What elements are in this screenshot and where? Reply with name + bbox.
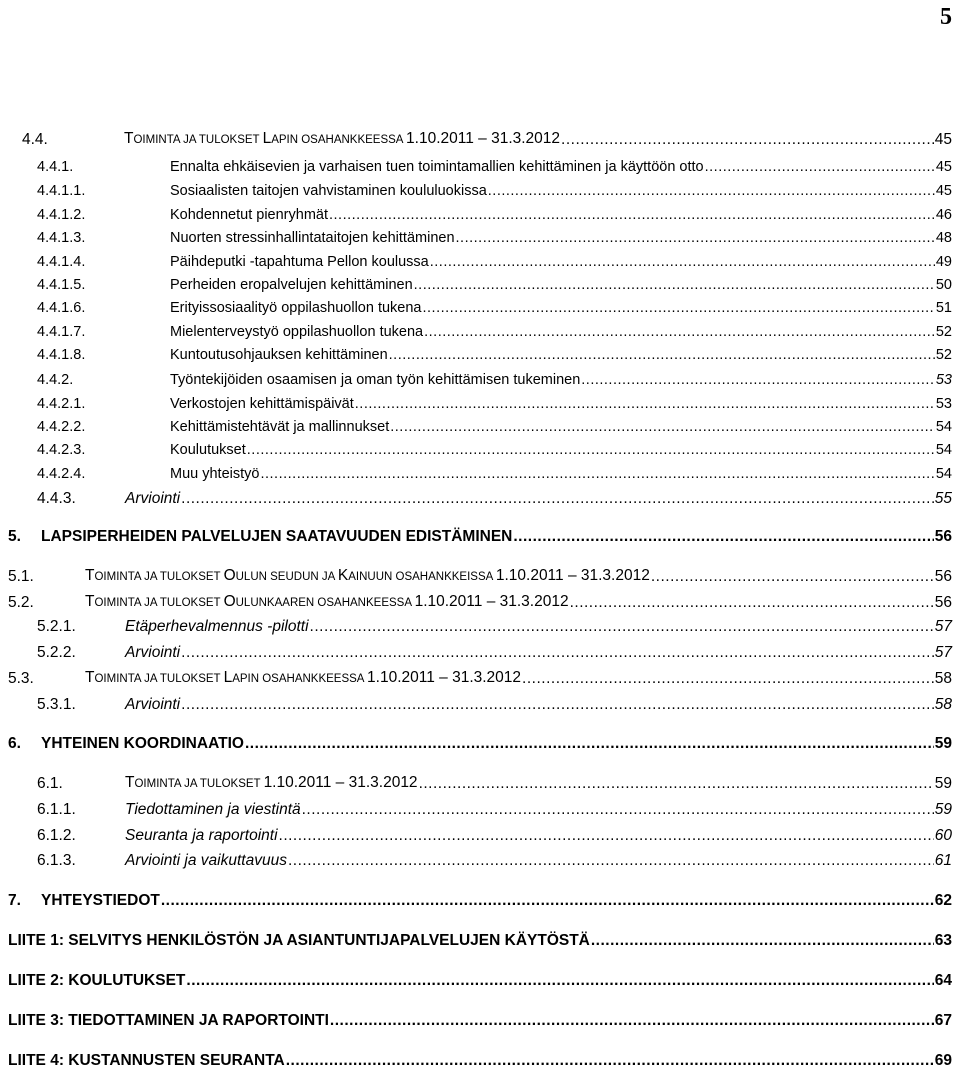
- toc-dot-leader: [329, 206, 935, 224]
- toc-entry-page: 64: [934, 972, 952, 989]
- toc-entry-title-part: OIMINTA JA TULOKSET: [134, 778, 264, 790]
- toc-dot-leader: [279, 827, 934, 845]
- toc-entry-title: LIITE 2: KOULUTUKSET: [8, 972, 186, 989]
- toc-entry-number: 4.4.2.4.: [37, 466, 86, 482]
- toc-entry-title: [85, 567, 650, 586]
- toc-dot-leader: [651, 568, 934, 586]
- toc-entry-page: 63: [934, 932, 952, 949]
- toc-dot-leader: [390, 418, 935, 436]
- toc-entry-title-part: L: [223, 669, 233, 686]
- toc-dot-leader: [288, 852, 934, 870]
- toc-entry-number: 4.4.3.: [37, 490, 76, 507]
- toc-dot-leader: [422, 299, 934, 317]
- toc-entry-title-part: 1.10.2011 – 31.3.2012: [406, 130, 561, 147]
- toc-entry[interactable]: [0, 928, 960, 950]
- toc-entry-page: 59: [934, 735, 952, 752]
- page-number: 5: [940, 4, 952, 30]
- toc-entry-title-part: 1.10.2011 – 31.3.2012: [367, 669, 522, 686]
- toc-entry-number: 5.2.1.: [37, 618, 76, 635]
- toc-dot-leader: [456, 229, 935, 247]
- toc-entry-page: 53: [935, 372, 952, 388]
- toc-entry-title-part: OIMINTA JA TULOKSET: [94, 597, 224, 609]
- toc-entry-title: Tiedottaminen ja viestintä: [125, 801, 301, 818]
- toc-dot-leader: [430, 253, 935, 271]
- toc-entry-title: [125, 774, 418, 793]
- toc-entry-page: 56: [934, 568, 952, 585]
- toc-dot-leader: [561, 131, 934, 149]
- toc-entry-title: Ennalta ehkäisevien ja varhaisen tuen toimintamallien kehittäminen ja käyttöön otto: [170, 159, 704, 175]
- toc-entry-title-part: OIMINTA JA TULOKSET: [94, 673, 224, 685]
- toc-dot-leader: [414, 276, 935, 294]
- toc-entry-number: 6.1.2.: [37, 827, 76, 844]
- toc-entry[interactable]: [0, 640, 960, 662]
- toc-entry-title-part: OIMINTA JA TULOKSET: [133, 134, 263, 146]
- toc-entry-page: 45: [934, 131, 952, 148]
- toc-entry-title-part: O: [223, 567, 236, 584]
- toc-entry-title: Sosiaalisten taitojen vahvistaminen koululuokissa: [170, 183, 487, 199]
- toc-entry-number: 4.4.1.5.: [37, 277, 86, 293]
- toc-dot-leader: [424, 323, 935, 341]
- toc-entry-title-part: L: [262, 130, 272, 147]
- toc-entry-number: 6.1.1.: [37, 801, 76, 818]
- toc-dot-leader: [513, 528, 933, 546]
- toc-entry-title: Nuorten stressinhallintataitojen kehittäminen: [170, 230, 455, 246]
- toc-entry[interactable]: [0, 1048, 960, 1070]
- toc-entry[interactable]: [0, 848, 960, 870]
- toc-entry-title-part: AINUUN OSAHANKKEISSA: [348, 571, 496, 583]
- toc-entry-number: 4.4.1.6.: [37, 300, 86, 316]
- toc-entry-title: [124, 130, 560, 149]
- toc-entry-title: LAPSIPERHEIDEN PALVELUJEN SAATAVUUDEN EDISTÄMINEN: [41, 528, 513, 545]
- toc-entry-page: 45: [935, 183, 952, 199]
- toc-entry-title-part: APIN OSAHANKKEESSA: [271, 134, 407, 146]
- toc-entry-page: 51: [935, 300, 952, 316]
- toc-entry[interactable]: [0, 367, 960, 389]
- toc-entry[interactable]: [0, 178, 960, 200]
- toc-entry[interactable]: [0, 342, 960, 364]
- toc-dot-leader: [419, 775, 934, 793]
- toc-entry-page: 45: [935, 159, 952, 175]
- toc-entry-title-part: K: [337, 567, 349, 584]
- toc-entry-number: 5.2.2.: [37, 644, 76, 661]
- toc-dot-leader: [181, 696, 934, 714]
- toc-entry-title-part: T: [125, 774, 135, 791]
- toc-entry-number: 4.4.1.3.: [37, 230, 86, 246]
- toc-entry-title: Etäperhevalmennus -pilotti: [125, 618, 309, 635]
- toc-entry[interactable]: [0, 225, 960, 247]
- toc-entry[interactable]: [0, 968, 960, 990]
- toc-dot-leader: [570, 594, 934, 612]
- toc-dot-leader: [310, 618, 934, 636]
- toc-dot-leader: [522, 670, 934, 688]
- toc-dot-leader: [488, 182, 935, 200]
- toc-entry[interactable]: [0, 414, 960, 436]
- toc-entry-title: Kehittämistehtävät ja mallinnukset: [170, 419, 390, 435]
- toc-entry-title: Arviointi: [125, 644, 181, 661]
- toc-entry-number: 6.1.: [37, 775, 63, 792]
- toc-entry-title: Arviointi ja vaikuttavuus: [125, 852, 287, 869]
- toc-entry-title-part: OIMINTA JA TULOKSET: [94, 571, 224, 583]
- toc-entry-page: 62: [934, 892, 952, 909]
- toc-entry[interactable]: [0, 202, 960, 224]
- toc-entry[interactable]: [0, 614, 960, 636]
- toc-entry[interactable]: [0, 564, 960, 586]
- toc-entry-title: LIITE 4: KUSTANNUSTEN SEURANTA: [8, 1052, 285, 1069]
- toc-entry[interactable]: [0, 888, 960, 910]
- toc-entry-title: Kuntoutusohjauksen kehittäminen: [170, 347, 388, 363]
- toc-entry-page: 50: [935, 277, 952, 293]
- toc-entry-page: 58: [934, 696, 952, 713]
- toc-entry-page: 56: [934, 528, 952, 545]
- toc-entry-number: 4.4.1.: [37, 159, 74, 175]
- toc-dot-leader: [581, 371, 935, 389]
- toc-dot-leader: [355, 395, 935, 413]
- toc-entry[interactable]: [0, 666, 960, 688]
- toc-entry[interactable]: [0, 319, 960, 341]
- toc-entry-number: 4.4.1.7.: [37, 324, 86, 340]
- toc-entry-page: 69: [934, 1052, 952, 1069]
- toc-entry-page: 54: [935, 442, 952, 458]
- toc-entry[interactable]: [0, 249, 960, 271]
- toc-dot-leader: [247, 441, 935, 459]
- toc-entry[interactable]: [0, 154, 960, 176]
- toc-entry-title: Kohdennetut pienryhmät: [170, 207, 328, 223]
- toc-entry[interactable]: [0, 692, 960, 714]
- toc-dot-leader: [161, 892, 934, 910]
- toc-entry-page: 57: [934, 618, 952, 635]
- toc-entry[interactable]: [0, 272, 960, 294]
- toc-entry-number: 5.3.1.: [37, 696, 76, 713]
- toc-entry-title-part: T: [124, 130, 134, 147]
- toc-entry-page: 60: [934, 827, 952, 844]
- toc-entry-title-part: ULUN SEUDUN JA: [235, 571, 338, 583]
- toc-entry-number: 4.4.1.4.: [37, 254, 86, 270]
- toc-entry[interactable]: [0, 295, 960, 317]
- toc-dot-leader: [330, 1012, 934, 1030]
- toc-entry-number: 4.4.2.: [37, 372, 74, 388]
- toc-entry-title-part: 1.10.2011 – 31.3.2012: [263, 774, 418, 791]
- toc-entry-page: 48: [935, 230, 952, 246]
- toc-entry-number: 4.4.2.3.: [37, 442, 86, 458]
- toc-entry-title: Mielenterveystyö oppilashuollon tukena: [170, 324, 424, 340]
- toc-entry[interactable]: [0, 391, 960, 413]
- toc-dot-leader: [302, 801, 934, 819]
- toc-entry[interactable]: [0, 461, 960, 483]
- toc-entry-number: 4.4.1.1.: [37, 183, 86, 199]
- toc-entry-page: 59: [934, 775, 952, 792]
- toc-entry-number: 5.: [8, 528, 21, 545]
- toc-entry[interactable]: [0, 486, 960, 508]
- toc-entry-page: 49: [935, 254, 952, 270]
- toc-dot-leader: [705, 158, 935, 176]
- toc-entry-title-part: APIN OSAHANKKEESSA: [232, 673, 368, 685]
- toc-entry-number: 4.4.2.1.: [37, 396, 86, 412]
- toc-entry-page: 58: [934, 670, 952, 687]
- toc-entry-number: 4.4.1.8.: [37, 347, 86, 363]
- toc-entry-page: 59: [934, 801, 952, 818]
- toc-entry-page: 54: [935, 419, 952, 435]
- toc-entry-number: 6.: [8, 735, 21, 752]
- toc-entry-page: 56: [934, 594, 952, 611]
- toc-entry[interactable]: [0, 437, 960, 459]
- toc-entry-number: 5.3.: [8, 670, 34, 687]
- toc-dot-leader: [181, 490, 934, 508]
- toc-entry-title: Päihdeputki -tapahtuma Pellon koulussa: [170, 254, 429, 270]
- toc-entry[interactable]: [0, 524, 960, 546]
- toc-entry-title-part: T: [85, 593, 95, 610]
- toc-dot-leader: [260, 465, 934, 483]
- toc-entry[interactable]: [0, 771, 960, 793]
- toc-entry-title-part: T: [85, 669, 95, 686]
- toc-entry-title: Perheiden eropalvelujen kehittäminen: [170, 277, 413, 293]
- toc-entry-title-part: 1.10.2011 – 31.3.2012: [414, 593, 569, 610]
- toc-entry[interactable]: [0, 127, 960, 149]
- toc-entry-title: Verkostojen kehittämispäivät: [170, 396, 354, 412]
- toc-entry-title: Arviointi: [125, 490, 181, 507]
- toc-entry-title: LIITE 3: TIEDOTTAMINEN JA RAPORTOINTI: [8, 1012, 329, 1029]
- toc-entry[interactable]: [0, 1008, 960, 1030]
- toc-dot-leader: [591, 932, 934, 950]
- toc-dot-leader: [245, 735, 934, 753]
- toc-entry[interactable]: [0, 731, 960, 753]
- toc-entry-number: 4.4.1.2.: [37, 207, 86, 223]
- toc-entry-title-part: O: [223, 593, 236, 610]
- toc-entry-page: 46: [935, 207, 952, 223]
- toc-entry-title-part: T: [85, 567, 95, 584]
- toc-dot-leader: [181, 644, 934, 662]
- toc-entry-number: 4.4.2.2.: [37, 419, 86, 435]
- toc-dot-leader: [389, 346, 935, 364]
- toc-entry-title: [85, 593, 569, 612]
- toc-entry-title: [85, 669, 521, 688]
- toc-entry-number: 4.4.: [22, 131, 48, 148]
- toc-entry-page: 52: [935, 324, 952, 340]
- toc-entry-page: 54: [935, 466, 952, 482]
- toc-entry-title: Erityissosiaalityö oppilashuollon tukena: [170, 300, 422, 316]
- toc-entry[interactable]: [0, 590, 960, 612]
- toc-entry-title-part: ULUNKAAREN OSAHANKEESSA: [235, 597, 415, 609]
- toc-entry-page: 67: [934, 1012, 952, 1029]
- toc-entry-title: Koulutukset: [170, 442, 246, 458]
- toc-entry-number: 7.: [8, 892, 21, 909]
- toc-entry-title: Muu yhteistyö: [170, 466, 260, 482]
- toc-entry-title: Seuranta ja raportointi: [125, 827, 278, 844]
- toc-entry-title: YHTEYSTIEDOT: [41, 892, 160, 909]
- toc-entry-page: 53: [935, 396, 952, 412]
- toc-entry-title: LIITE 1: SELVITYS HENKILÖSTÖN JA ASIANTUNTIJAPALVELUJEN KÄYTÖSTÄ: [8, 932, 590, 949]
- toc-entry-title-part: 1.10.2011 – 31.3.2012: [495, 567, 650, 584]
- toc-entry-page: 52: [935, 347, 952, 363]
- toc-entry-number: 5.1.: [8, 568, 34, 585]
- toc-entry-page: 57: [934, 644, 952, 661]
- toc-entry-number: 6.1.3.: [37, 852, 76, 869]
- toc-entry-number: 5.2.: [8, 594, 34, 611]
- toc-dot-leader: [186, 972, 933, 990]
- toc-dot-leader: [286, 1052, 934, 1070]
- toc-entry-title: YHTEINEN KOORDINAATIO: [41, 735, 244, 752]
- toc-entry-title: Työntekijöiden osaamisen ja oman työn kehittämisen tukeminen: [170, 372, 581, 388]
- toc-entry-page: 55: [934, 490, 952, 507]
- toc-entry-page: 61: [934, 852, 952, 869]
- toc-entry[interactable]: [0, 823, 960, 845]
- toc-entry[interactable]: [0, 797, 960, 819]
- toc-entry-title: Arviointi: [125, 696, 181, 713]
